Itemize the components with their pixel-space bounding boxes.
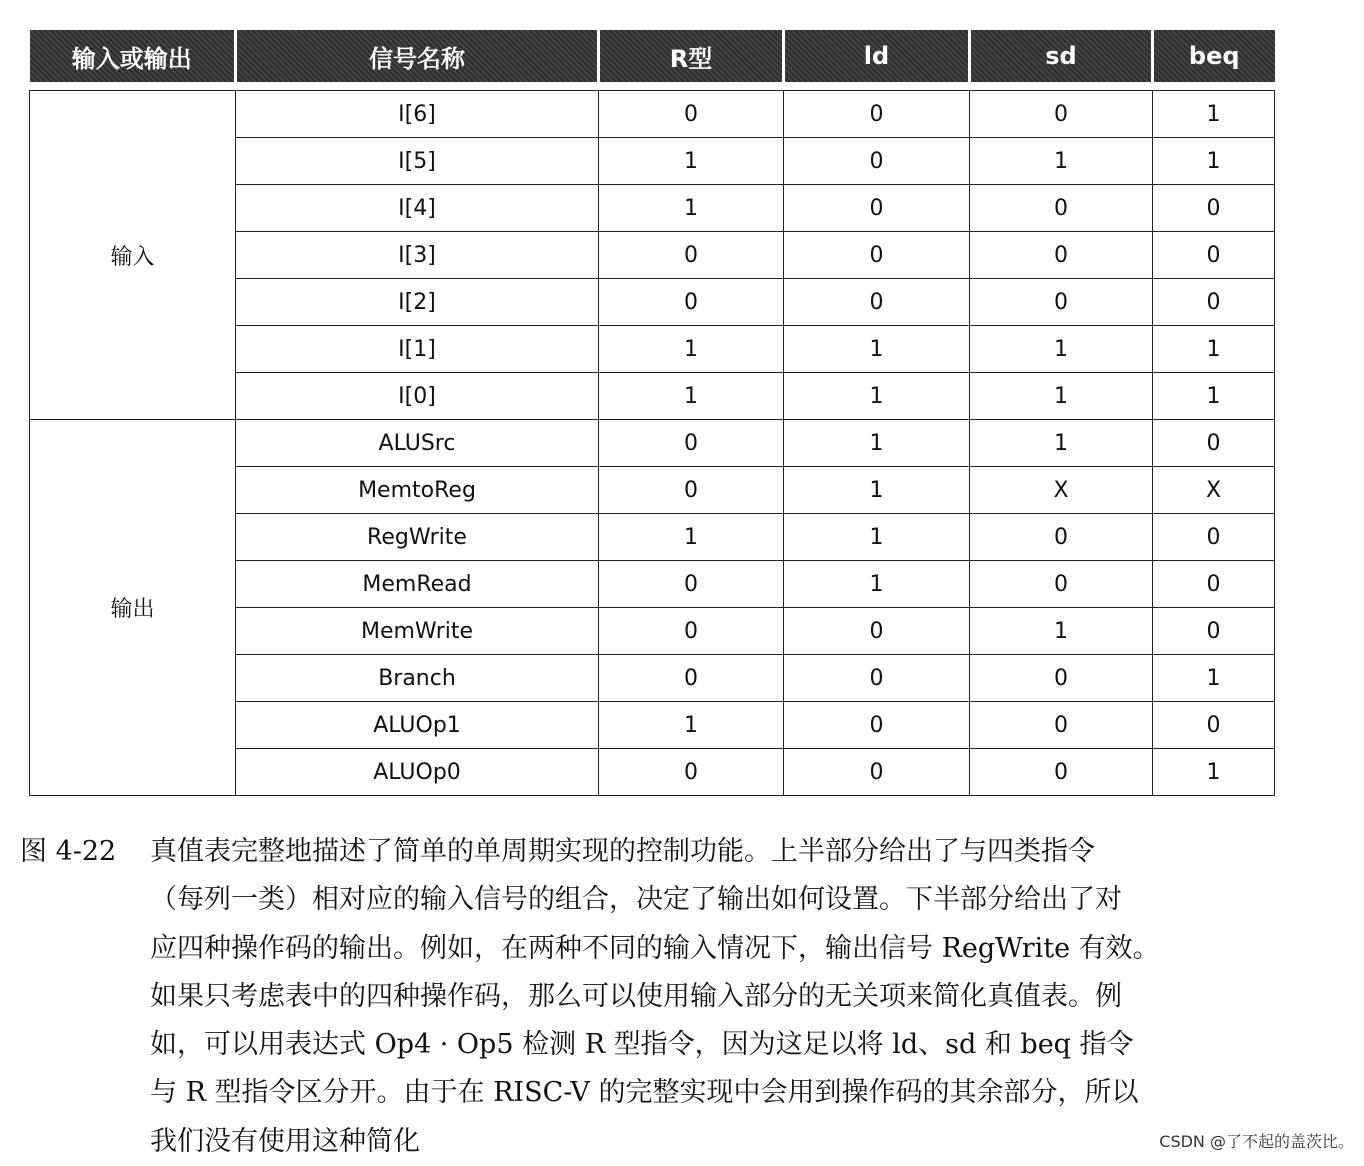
table-row: [30, 91, 1275, 138]
value-cell: 0: [599, 420, 784, 467]
caption-text: [150, 828, 1310, 1166]
value-cell: 0: [784, 185, 970, 232]
signal-name-cell: I[3]: [236, 232, 599, 279]
caption-line: 如，可以用表达式 Op4 · Op5 检测 R 型指令，因为这足以将 ld、sd 和 beq 指令: [150, 1029, 1134, 1061]
value-cell: 1: [784, 420, 970, 467]
table-header-row: [30, 30, 1275, 82]
value-cell: 0: [784, 91, 970, 138]
value-cell: 0: [599, 608, 784, 655]
header-sd: sd: [970, 30, 1153, 82]
value-cell: 0: [970, 279, 1153, 326]
value-cell: 0: [784, 279, 970, 326]
value-cell: 0: [784, 655, 970, 702]
value-cell: 1: [784, 514, 970, 561]
figure-label: 图 4-22: [20, 836, 117, 867]
watermark: CSDN @了不起的盖茨比。: [1159, 1132, 1354, 1151]
value-cell: 1: [1153, 373, 1275, 420]
value-cell: 1: [599, 138, 784, 185]
value-cell: 0: [599, 91, 784, 138]
header-beq: beq: [1153, 30, 1275, 82]
value-cell: 0: [784, 749, 970, 796]
value-cell: 0: [599, 561, 784, 608]
truth-table: [29, 30, 1275, 796]
value-cell: 0: [784, 608, 970, 655]
caption-line: 与 R 型指令区分开。由于在 RISC-V 的完整实现中会用到操作码的其余部分，所以: [150, 1077, 1139, 1109]
value-cell: 1: [599, 326, 784, 373]
signal-name-cell: I[6]: [236, 91, 599, 138]
value-cell: 1: [784, 561, 970, 608]
value-cell: 0: [1153, 232, 1275, 279]
value-cell: 0: [1153, 514, 1275, 561]
value-cell: 1: [1153, 655, 1275, 702]
value-cell: 1: [784, 373, 970, 420]
signal-name-cell: ALUOp0: [236, 749, 599, 796]
caption-line: 如果只考虑表中的四种操作码，那么可以使用输入部分的无关项来简化真值表。例: [150, 980, 1122, 1012]
value-cell: 0: [970, 185, 1153, 232]
value-cell: 0: [970, 655, 1153, 702]
signal-name-cell: ALUOp1: [236, 702, 599, 749]
caption-line: 真值表完整地描述了简单的单周期实现的控制功能。上半部分给出了与四类指令: [150, 836, 1095, 867]
value-cell: 1: [970, 326, 1153, 373]
value-cell: 0: [1153, 608, 1275, 655]
value-cell: 0: [784, 138, 970, 185]
value-cell: 0: [599, 279, 784, 326]
value-cell: X: [970, 467, 1153, 514]
value-cell: 1: [970, 420, 1153, 467]
value-cell: 0: [1153, 702, 1275, 749]
signal-name-cell: RegWrite: [236, 514, 599, 561]
value-cell: 0: [1153, 279, 1275, 326]
value-cell: 1: [784, 467, 970, 514]
value-cell: 0: [599, 655, 784, 702]
value-cell: 0: [1153, 420, 1275, 467]
signal-name-cell: MemRead: [236, 561, 599, 608]
header-r-type: R型: [599, 30, 784, 82]
value-cell: 0: [970, 232, 1153, 279]
table-row: [30, 420, 1275, 467]
value-cell: 1: [1153, 749, 1275, 796]
value-cell: 0: [1153, 185, 1275, 232]
value-cell: 0: [784, 232, 970, 279]
value-cell: 1: [1153, 91, 1275, 138]
signal-name-cell: I[5]: [236, 138, 599, 185]
signal-name-cell: MemtoReg: [236, 467, 599, 514]
signal-name-cell: I[4]: [236, 185, 599, 232]
value-cell: 0: [970, 749, 1153, 796]
value-cell: 0: [970, 514, 1153, 561]
value-cell: 0: [970, 702, 1153, 749]
signal-name-cell: I[1]: [236, 326, 599, 373]
value-cell: 1: [970, 138, 1153, 185]
signal-name-cell: ALUSrc: [236, 420, 599, 467]
value-cell: 1: [599, 514, 784, 561]
caption-line: 应四种操作码的输出。例如，在两种不同的输入情况下，输出信号 RegWrite 有效。: [150, 932, 1160, 964]
signal-name-cell: I[0]: [236, 373, 599, 420]
value-cell: 1: [970, 373, 1153, 420]
value-cell: 0: [599, 232, 784, 279]
header-signal-name: 信号名称: [236, 30, 599, 82]
value-cell: 0: [970, 561, 1153, 608]
signal-name-cell: MemWrite: [236, 608, 599, 655]
header-ld: ld: [784, 30, 970, 82]
value-cell: 1: [1153, 138, 1275, 185]
header-io: 输入或输出: [30, 30, 236, 82]
signal-name-cell: Branch: [236, 655, 599, 702]
group-label: 输入: [30, 91, 236, 420]
value-cell: 1: [599, 373, 784, 420]
value-cell: 1: [1153, 326, 1275, 373]
value-cell: 1: [599, 702, 784, 749]
signal-name-cell: I[2]: [236, 279, 599, 326]
value-cell: X: [1153, 467, 1275, 514]
value-cell: 0: [784, 702, 970, 749]
group-label: 输出: [30, 420, 236, 796]
caption-line: （每列一类）相对应的输入信号的组合，决定了输出如何设置。下半部分给出了对: [150, 884, 1122, 916]
value-cell: 0: [599, 749, 784, 796]
value-cell: 0: [599, 467, 784, 514]
value-cell: 1: [599, 185, 784, 232]
caption-line: 我们没有使用这种简化: [150, 1125, 420, 1157]
value-cell: 1: [784, 326, 970, 373]
value-cell: 0: [970, 91, 1153, 138]
value-cell: 0: [1153, 561, 1275, 608]
value-cell: 1: [970, 608, 1153, 655]
